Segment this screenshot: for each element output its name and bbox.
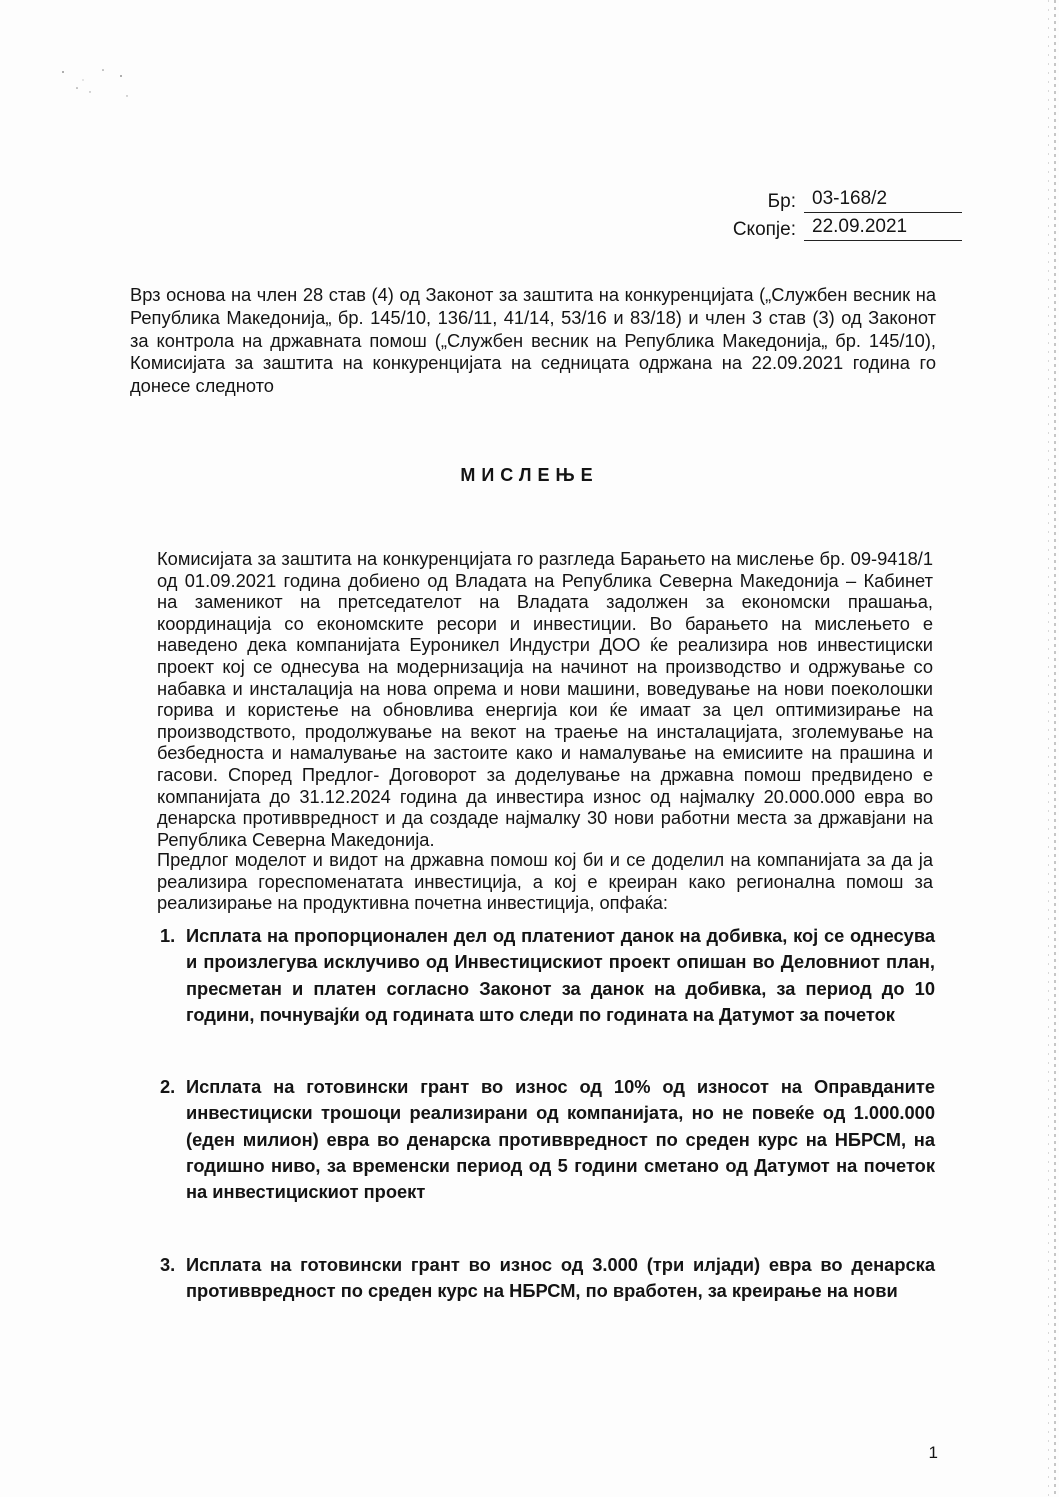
list-item-number: 2. <box>160 1076 176 1098</box>
list-item-text: Исплата на пропорционален дел од платениот данок на добивка, кој се однесува и произлегува исклучиво од Инвестицискиот проект опишан во Деловниот план, пресметан и платен согласно Законот за данок на добивка, за период до 10 години, почнувајќи од годината што следи по годината на Датумот за почеток <box>186 925 935 1025</box>
list-item-text: Исплата на готовински грант во износ од 10% од износот на Оправданите инвестициски трошоци реализирани од компанијата, но не повеќе од 1.000.000 (еден милион) евра во денарска противвредност по среден курс на НБРСМ, на годишно ниво, за временски период од 5 години сметано од Датумот на почеток на инвестицискиот проект <box>186 1076 935 1203</box>
list-item <box>160 1252 935 1305</box>
reference-number-value: 03-168/2 <box>804 188 962 213</box>
scan-edge-artifact <box>1054 0 1056 1497</box>
list-item-text: Исплата на готовински грант во износ од 3.000 (три илјади) евра во денарска противвредност по среден курс на НБРСМ, по вработен, за креирање на нови <box>186 1253 935 1301</box>
scan-edge-artifact-secondary <box>1048 0 1049 1497</box>
reference-place-label: Скопје: <box>732 219 796 240</box>
reference-date-value: 22.09.2021 <box>804 216 962 241</box>
list-item <box>160 1074 935 1205</box>
intro-paragraph: Врз основа на член 28 став (4) од Законот за заштита на конкуренцијата („Службен весник на Република Македонија„ бр. 145/10, 136/11, 41/14, 53/16 и 83/18) и член 3 став (3) од Законот за контрола на државната помош („Службен весник на Република Македонија„ бр. 145/10), Комисијата за заштита на конкуренцијата на седницата одржана на 22.09.2021 година го донесе следното <box>130 284 936 397</box>
list-item <box>160 923 935 1028</box>
scan-specks <box>55 62 155 107</box>
body-paragraph-2: Предлог моделот и видот на државна помош кој би и се доделил на компанијата за да ја реализира гореспоменатата инвестиција, а кој е креиран како регионална помош за реализирање на продуктивна почетна инвестиција, опфаќа: <box>157 849 933 914</box>
page-number: 1 <box>928 1443 938 1462</box>
numbered-list <box>160 923 935 1304</box>
document-title: МИСЛЕЊЕ <box>460 465 599 485</box>
body-paragraph-1: Комисијата за заштита на конкуренцијата го разгледа Барањето на мислење бр. 09-9418/1 од 01.09.2021 година добиено од Владата на Република Северна Македонија – Кабинет на заменикот на претседателот на Владата задолжен за економски прашања, координација со економските ресори и инвестиции. Во барањето на мислењето е наведено дека компанијата Еуроникел Индустри ДОО ќе реализира нов инвестициски проект кој се однесува на модернизација на начинот на производство и одржување со набавка и инсталација на нова опрема и нови машини, воведување на нови поеколошки горива и користење на обновлива енергија кои ќе имаат за цел оптимизирање на производството, продолжување на векот на траење на инсталацијата, зголемување на безбедноста и намалување на застоите како и намалување на емисиите на прашина и гасови. Според Предлог- Договорот за доделување на државна помош предвидено е компанијата до 31.12.2024 година да инвестира износ од најмалку 20.000.000 евра во денарска противвредност и да создаде најмалку 30 нови работни места за државјани на Република Северна Македонија. <box>157 548 933 850</box>
reference-date-row <box>726 213 962 241</box>
list-item-number: 3. <box>160 1253 176 1275</box>
reference-block <box>726 185 962 241</box>
reference-number-row <box>726 185 962 213</box>
list-item-number: 1. <box>160 925 176 946</box>
reference-number-label: Бр: <box>767 191 796 212</box>
